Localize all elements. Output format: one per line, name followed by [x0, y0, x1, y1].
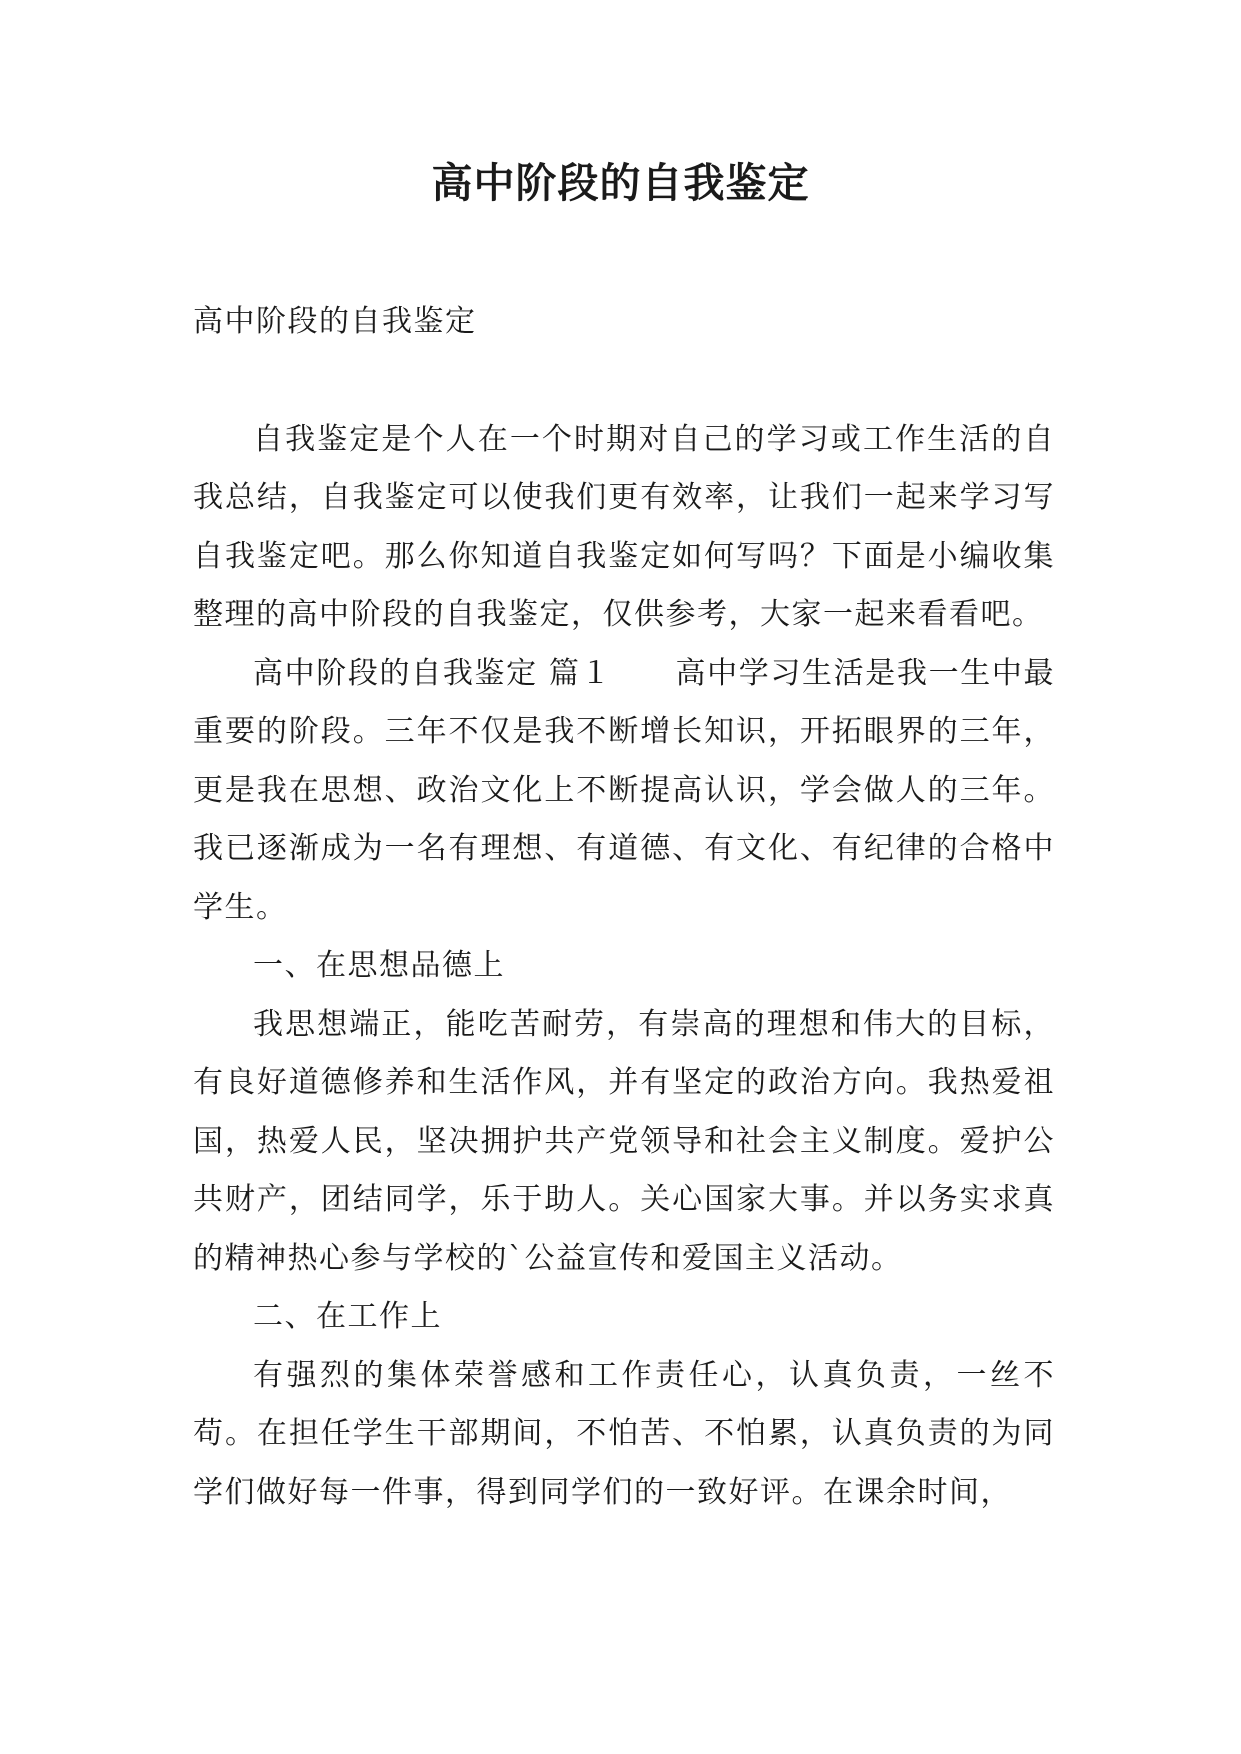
ideology-paragraph: 我思想端正，能吃苦耐劳，有崇高的理想和伟大的目标，有良好道德修养和生活作风，并有坚定的政治方向。我热爱祖国，热爱人民，坚决拥护共产党领导和社会主义制度。爱护公共财产，团结同学，乐于助人。关心国家大事。并以务实求真的精神热心参与学校的`公益宣传和爱国主义活动。 — [193, 1006, 1055, 1276]
work-paragraph: 有强烈的集体荣誉感和工作责任心，认真负责，一丝不苟。在担任学生干部期间，不怕苦、不怕累，认真负责的为同学们做好每一件事，得到同学们的一致好评。在课余时间， — [193, 1357, 1055, 1510]
section-1-paragraph: 高中阶段的自我鉴定 篇１ 高中学习生活是我一生中最重要的阶段。三年不仅是我不断增长知识，开拓眼界的三年，更是我在思想、政治文化上不断提高认识，学会做人的三年。我已逐渐成为一名有理想、有道德、有文化、有纪律的合格中学生。 — [193, 655, 1055, 925]
heading-work: 二、在工作上 — [253, 1299, 442, 1334]
document-body — [193, 293, 1055, 1522]
document-subtitle: 高中阶段的自我鉴定 — [193, 304, 477, 339]
intro-paragraph: 自我鉴定是个人在一个时期对自己的学习或工作生活的自我总结，自我鉴定可以使我们更有效率，让我们一起来学习写自我鉴定吧。那么你知道自我鉴定如何写吗？下面是小编收集整理的高中阶段的自我鉴定，仅供参考，大家一起来看看吧。 — [193, 421, 1055, 632]
heading-ideology: 一、在思想品德上 — [253, 948, 505, 983]
document-title: 高中阶段的自我鉴定 — [431, 159, 810, 207]
